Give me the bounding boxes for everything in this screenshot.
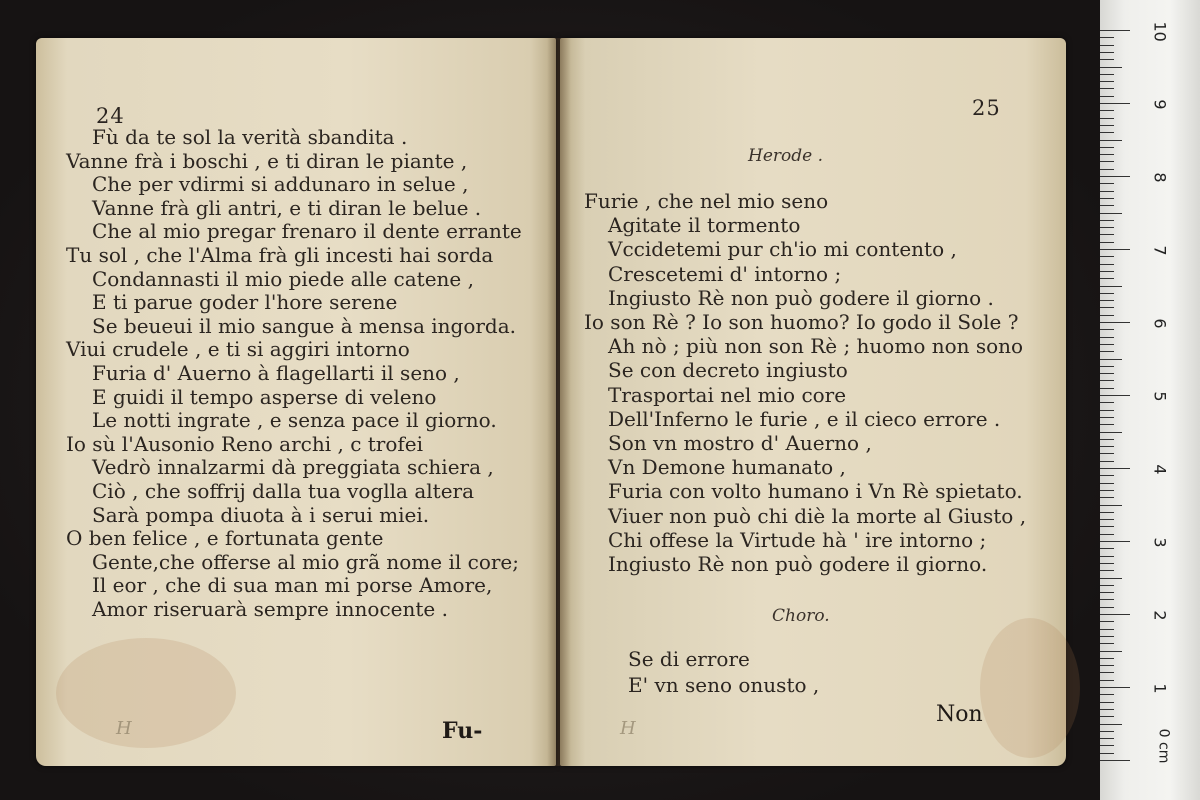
- ruler-tick: [1100, 227, 1114, 228]
- ruler-tick: [1100, 702, 1114, 703]
- ruler-tick: [1100, 395, 1130, 396]
- verse-line: Furia con volto humano i Vn Rè spietato.: [608, 479, 1023, 504]
- ruler-tick: [1100, 198, 1114, 199]
- ruler-tick: [1100, 366, 1114, 367]
- verse-line: Crescetemi d' intorno ;: [608, 261, 842, 286]
- verse-line: Vanne frà i boschi , e ti diran le piante ,: [66, 148, 468, 173]
- ruler-tick: [1100, 74, 1114, 75]
- ruler-tick: [1100, 307, 1114, 308]
- ruler-tick: [1100, 724, 1122, 725]
- ruler-tick: [1100, 220, 1114, 221]
- verse-line: O ben felice , e fortunata gente: [66, 526, 384, 551]
- measuring-ruler: [1100, 0, 1200, 800]
- ruler-tick: [1100, 132, 1114, 133]
- ruler-tick: [1100, 512, 1114, 513]
- ruler-tick: [1100, 687, 1130, 688]
- ruler-tick: [1100, 234, 1114, 235]
- ruler-tick: [1100, 424, 1114, 425]
- ruler-tick: [1100, 45, 1114, 46]
- ruler-tick: [1100, 483, 1114, 484]
- ruler-tick: [1100, 526, 1114, 527]
- ruler-tick: [1100, 96, 1114, 97]
- verse-line: Io son Rè ? Io son huomo? Io godo il Sole ?: [584, 310, 1019, 334]
- ruler-tick: [1100, 643, 1114, 644]
- ruler-tick: [1100, 563, 1114, 564]
- ruler-tick: [1100, 337, 1114, 338]
- verse-line: Condannasti il mio piede alle catene ,: [92, 266, 474, 291]
- ruler-tick: [1100, 322, 1130, 323]
- right-page: [560, 38, 1066, 766]
- ruler-number: 5: [1150, 391, 1170, 402]
- ruler-tick: [1100, 453, 1114, 454]
- verse-line: Io sù l'Ausonio Reno archi , c trofei: [66, 431, 424, 456]
- ruler-tick: [1100, 468, 1130, 469]
- ruler-tick: [1100, 351, 1114, 352]
- ruler-tick: [1100, 67, 1122, 68]
- ruler-tick: [1100, 461, 1114, 462]
- ruler-tick: [1100, 329, 1114, 330]
- ruler-tick: [1100, 380, 1114, 381]
- right-bottom-faint: H: [620, 718, 636, 739]
- ruler-tick: [1100, 519, 1114, 520]
- ruler-tick: [1100, 410, 1114, 411]
- ruler-tick: [1100, 753, 1114, 754]
- ruler-tick: [1100, 570, 1114, 571]
- verse-line: Agitate il tormento: [608, 213, 801, 238]
- verse-line: Se beueui il mio sangue à mensa ingorda.: [92, 313, 517, 338]
- ruler-tick: [1100, 88, 1114, 89]
- ruler-tick: [1100, 191, 1114, 192]
- ruler-tick: [1100, 344, 1114, 345]
- ruler-tick: [1100, 402, 1114, 403]
- ruler-tick: [1100, 738, 1114, 739]
- ruler-number: 10: [1150, 21, 1170, 42]
- right-catchword: Non: [936, 702, 983, 727]
- ruler-tick: [1100, 672, 1114, 673]
- ruler-tick: [1100, 621, 1114, 622]
- open-book: [22, 38, 1070, 766]
- verse-line: Furie , che nel mio seno: [584, 189, 829, 213]
- water-stain: [56, 638, 236, 748]
- ruler-tick: [1100, 636, 1114, 637]
- ruler-tick: [1100, 745, 1114, 746]
- ruler-tick: [1100, 497, 1114, 498]
- ruler-tick: [1100, 81, 1114, 82]
- ruler-tick: [1100, 359, 1122, 360]
- verse-line: Ingiusto Rè non può godere il giorno.: [608, 552, 988, 576]
- verse-line: Il eor , che di sua man mi porse Amore,: [92, 573, 493, 598]
- verse-line: E' vn seno onusto ,: [628, 673, 820, 697]
- ruler-tick: [1100, 176, 1130, 177]
- ruler-tick: [1100, 183, 1114, 184]
- chorus-heading: Choro.: [772, 606, 830, 626]
- ruler-tick: [1100, 490, 1114, 491]
- ruler-tick: [1100, 578, 1122, 579]
- verse-line: Le notti ingrate , e senza pace il giorno.: [92, 408, 497, 433]
- verse-line: Ingiusto Rè non può godere il giorno .: [608, 285, 994, 310]
- ruler-tick: [1100, 446, 1114, 447]
- verse-line: Vn Demone humanato ,: [608, 455, 846, 480]
- verse-line: Viuer non può chi diè la morte al Giusto ,: [608, 503, 1027, 528]
- verse-line: E guidi il tempo asperse di veleno: [92, 384, 437, 409]
- verse-line: Trasportai nel mio core: [608, 382, 847, 407]
- ruler-tick: [1100, 256, 1114, 257]
- left-page: [36, 38, 556, 766]
- ruler-number: 9: [1150, 99, 1170, 110]
- ruler-tick: [1100, 417, 1114, 418]
- verse-line: Chi offese la Virtude hà ' ire intorno ;: [608, 527, 987, 552]
- ruler-tick: [1100, 264, 1114, 265]
- ruler-tick: [1100, 37, 1114, 38]
- left-bottom-faint: H: [116, 718, 132, 739]
- ruler-tick: [1100, 709, 1114, 710]
- ruler-number: 7: [1150, 245, 1170, 256]
- ruler-tick: [1100, 59, 1114, 60]
- verse-line: Amor riseruarà sempre innocente .: [92, 597, 448, 621]
- verse-line: Gente,che offerse al mio grã nome il core;: [92, 549, 519, 574]
- verse-line: Furia d' Auerno à flagellarti il seno ,: [92, 361, 460, 385]
- ruler-tick: [1100, 665, 1114, 666]
- verse-line: Vanne frà gli antri, e ti diran le belue .: [92, 195, 482, 220]
- ruler-unit-label: 0 cm: [1155, 728, 1172, 764]
- ruler-number: 4: [1150, 464, 1170, 475]
- ruler-tick: [1100, 388, 1114, 389]
- verse-line: E ti parue goder l'hore serene: [92, 290, 398, 315]
- ruler-tick: [1100, 658, 1114, 659]
- right-page-number: 25: [972, 96, 1001, 120]
- verse-line: Viui crudele , e ti si aggiri intorno: [66, 337, 410, 362]
- ruler-tick: [1100, 169, 1114, 170]
- ruler-tick: [1100, 286, 1122, 287]
- ruler-tick: [1100, 110, 1114, 111]
- book-gutter: [547, 38, 571, 766]
- ruler-tick: [1100, 213, 1122, 214]
- ruler-number: 1: [1150, 683, 1170, 694]
- verse-line: Dell'Inferno le furie , e il cieco errore .: [608, 406, 1001, 431]
- ruler-tick: [1100, 271, 1114, 272]
- ruler-tick: [1100, 585, 1114, 586]
- ruler-tick: [1100, 556, 1114, 557]
- verse-line: Che per vdirmi si addunaro in selue ,: [92, 172, 469, 197]
- verse-line: Sarà pompa diuota à i serui miei.: [92, 502, 430, 527]
- ruler-tick: [1100, 161, 1114, 162]
- section-heading: Herode .: [748, 146, 823, 166]
- ruler-tick: [1100, 629, 1114, 630]
- ruler-tick: [1100, 125, 1114, 126]
- ruler-tick: [1100, 760, 1130, 761]
- ruler-tick: [1100, 534, 1114, 535]
- ruler-tick: [1100, 140, 1122, 141]
- ruler-tick: [1100, 680, 1114, 681]
- ruler-tick: [1100, 154, 1114, 155]
- ruler-tick: [1100, 373, 1114, 374]
- ruler-tick: [1100, 315, 1114, 316]
- verse-line: Vccidetemi pur ch'io mi contento ,: [608, 237, 957, 262]
- ruler-tick: [1100, 249, 1130, 250]
- ruler-tick: [1100, 651, 1122, 652]
- ruler-tick: [1100, 242, 1114, 243]
- ruler-tick: [1100, 694, 1114, 695]
- water-stain: [980, 618, 1080, 758]
- ruler-number: 6: [1150, 318, 1170, 329]
- ruler-tick: [1100, 293, 1114, 294]
- verse-line: Vedrò innalzarmi dà preggiata schiera ,: [92, 455, 494, 480]
- left-page-number: 24: [96, 104, 125, 128]
- ruler-tick: [1100, 300, 1114, 301]
- ruler-tick: [1100, 103, 1130, 104]
- ruler-tick: [1100, 147, 1114, 148]
- ruler-tick: [1100, 592, 1114, 593]
- ruler-number: 8: [1150, 172, 1170, 183]
- ruler-tick: [1100, 278, 1114, 279]
- ruler-tick: [1100, 541, 1130, 542]
- ruler-tick: [1100, 439, 1114, 440]
- verse-line: Ah nò ; più non son Rè ; huomo non sono: [608, 334, 1024, 359]
- ruler-number: 3: [1150, 537, 1170, 548]
- ruler-tick: [1100, 716, 1114, 717]
- verse-line: Fù da te sol la verità sbandita .: [92, 125, 408, 149]
- ruler-tick: [1100, 614, 1130, 615]
- verse-line: Ciò , che soffrij dalla tua voglla altera: [92, 479, 475, 503]
- ruler-tick: [1100, 505, 1122, 506]
- ruler-tick: [1100, 118, 1114, 119]
- ruler-tick: [1100, 731, 1114, 732]
- verse-line: Son vn mostro d' Auerno ,: [608, 431, 872, 455]
- ruler-tick: [1100, 432, 1122, 433]
- ruler-number: 2: [1150, 610, 1170, 621]
- verse-line: Se di errore: [628, 647, 750, 671]
- verse-line: Tu sol , che l'Alma frà gli incesti hai sorda: [66, 243, 494, 267]
- verse-line: Che al mio pregar frenaro il dente errante: [92, 219, 522, 244]
- ruler-tick: [1100, 599, 1114, 600]
- ruler-tick: [1100, 52, 1114, 53]
- ruler-tick: [1100, 30, 1130, 31]
- left-catchword: Fu-: [442, 718, 483, 744]
- ruler-tick: [1100, 607, 1114, 608]
- ruler-tick: [1100, 205, 1114, 206]
- verse-line: Se con decreto ingiusto: [608, 358, 848, 383]
- ruler-tick: [1100, 548, 1114, 549]
- ruler-tick: [1100, 475, 1114, 476]
